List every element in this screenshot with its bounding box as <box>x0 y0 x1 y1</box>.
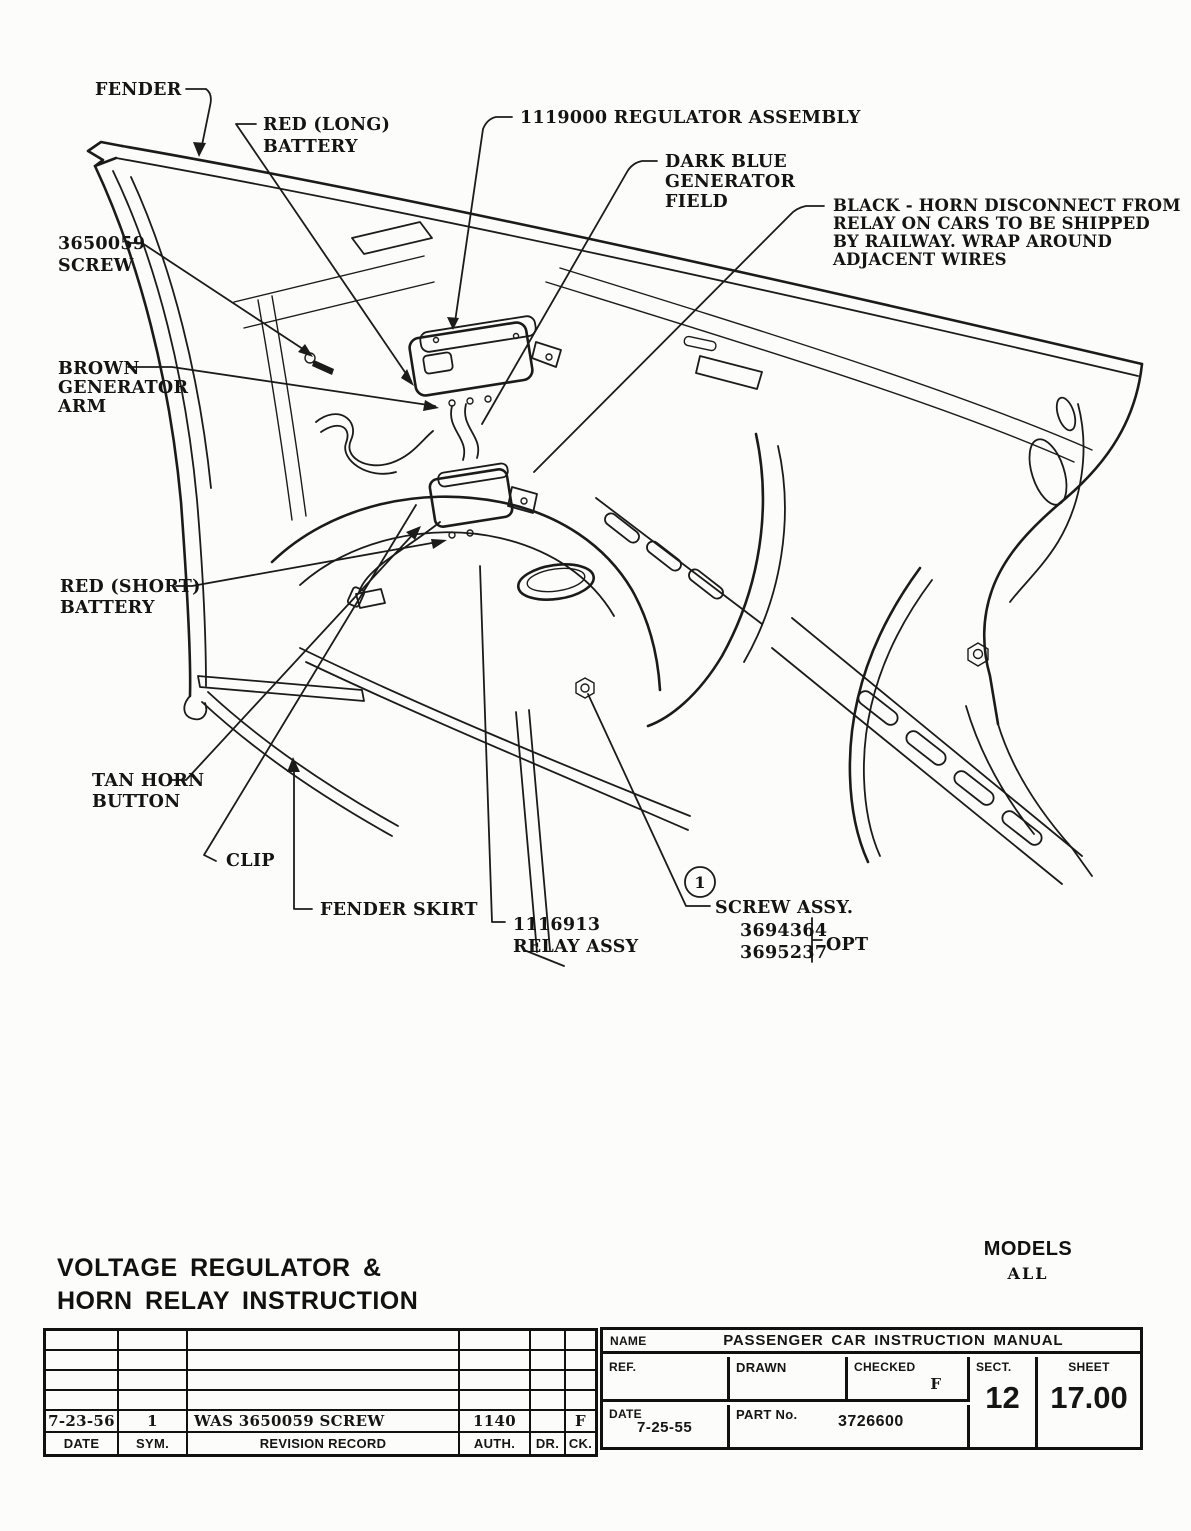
label-red-long-battery: RED (LONG) <box>263 115 391 135</box>
label-black-horn-note: BLACK - HORN DISCONNECT FROM <box>833 196 1181 215</box>
label-screw-assy: SCREW ASSY. <box>715 898 854 918</box>
rev-entry-sym: 1 <box>119 1411 188 1433</box>
rev-header-dr: DR. <box>531 1433 566 1454</box>
svg-text:3694364: 3694364 <box>740 921 828 941</box>
svg-text:FIELD: FIELD <box>665 192 728 212</box>
name-value: PASSENGER CAR INSTRUCTION MANUAL <box>723 1332 1064 1349</box>
rev-entry-date: 7-23-56 <box>46 1411 119 1433</box>
cowl-outline <box>850 364 1142 876</box>
label-screw-3650059: 3650059 <box>58 234 146 254</box>
label-relay-assy: 1116913 <box>513 915 601 935</box>
title-block <box>600 1327 1143 1450</box>
label-fender-skirt: FENDER SKIRT <box>320 900 478 920</box>
sect-cell: SECT. 12 <box>970 1357 1038 1447</box>
label-regulator-assembly: 1119000 REGULATOR ASSEMBLY <box>520 108 861 128</box>
label-tan-horn-button: TAN HORN <box>92 771 205 791</box>
mounting-screw <box>305 353 334 375</box>
leader-lines <box>128 89 824 962</box>
label-clip: CLIP <box>226 851 275 871</box>
rev-header-ck: CK. <box>568 1436 593 1451</box>
rev-entry-ck: F <box>566 1411 595 1433</box>
diagram-labels <box>57 80 1181 963</box>
rev-empty-cell <box>46 1331 119 1351</box>
voltage-regulator <box>408 315 561 406</box>
label-dark-blue-generator-field: DARK BLUE <box>665 152 788 172</box>
ref-cell: REF. <box>603 1357 730 1402</box>
date-value: 7-25-55 <box>637 1419 693 1436</box>
svg-text:RELAY ON CARS TO BE SHIPPED: RELAY ON CARS TO BE SHIPPED <box>833 214 1150 233</box>
name-label: NAME <box>610 1333 647 1348</box>
rev-header-sym: SYM. <box>119 1433 188 1454</box>
label-opt: OPT <box>826 935 869 955</box>
sheet-title-line1: VOLTAGE REGULATOR & <box>57 1254 382 1282</box>
sheet-value: 17.00 <box>1050 1380 1128 1415</box>
label-red-short-battery: RED (SHORT) <box>60 577 201 597</box>
rev-header-record: REVISION RECORD <box>188 1433 460 1454</box>
drawn-cell: DRAWN <box>730 1357 848 1402</box>
sheet-title-line2: HORN RELAY INSTRUCTION <box>57 1287 419 1315</box>
svg-text:BATTERY: BATTERY <box>60 598 155 618</box>
part-value: 3726600 <box>838 1413 904 1430</box>
revision-record-table <box>43 1328 598 1457</box>
sect-value: 12 <box>985 1380 1020 1415</box>
sheet-title <box>57 1252 418 1318</box>
label-fender: FENDER <box>95 80 182 100</box>
rev-entry-dr <box>531 1411 566 1433</box>
models-block <box>968 1238 1088 1283</box>
title-block-name-row <box>603 1330 1140 1354</box>
svg-text:GENERATOR: GENERATOR <box>58 378 189 398</box>
svg-text:BY RAILWAY. WRAP AROUND: BY RAILWAY. WRAP AROUND <box>833 232 1112 251</box>
svg-text:ADJACENT WIRES: ADJACENT WIRES <box>833 250 1007 269</box>
label-brown-generator-arm: BROWN <box>58 359 140 379</box>
svg-text:3695237: 3695237 <box>740 943 828 963</box>
svg-text:RELAY ASSY: RELAY ASSY <box>513 937 639 957</box>
rev-entry-record: WAS 3650059 SCREW <box>188 1411 460 1433</box>
rev-header-auth: AUTH. <box>460 1433 531 1454</box>
svg-text:GENERATOR: GENERATOR <box>665 172 796 192</box>
part-cell: PART No. 3726600 <box>730 1405 970 1447</box>
svg-text:SCREW: SCREW <box>58 256 134 276</box>
rev-entry-auth: 1140 <box>460 1411 531 1433</box>
svg-text:BUTTON: BUTTON <box>92 792 181 812</box>
sheet-cell: SHEET 17.00 <box>1038 1357 1140 1447</box>
svg-text:ARM: ARM <box>58 397 107 417</box>
rev-header-date: DATE <box>46 1433 119 1454</box>
models-label: MODELS <box>983 1238 1073 1260</box>
wiring-harness <box>316 404 478 608</box>
date-cell: DATE 7-25-55 <box>603 1405 730 1447</box>
svg-text:BATTERY: BATTERY <box>263 137 358 157</box>
checked-cell: CHECKED F <box>848 1357 970 1402</box>
callout-number: 1 <box>694 873 706 892</box>
models-value: ALL <box>1007 1264 1049 1283</box>
checked-value: F <box>930 1375 941 1393</box>
